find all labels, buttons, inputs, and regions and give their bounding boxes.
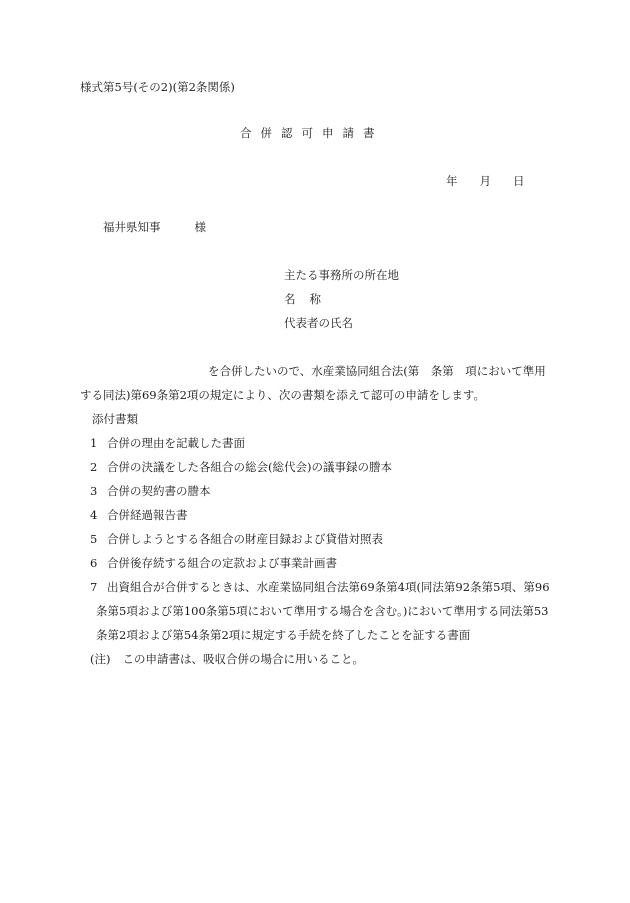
date-year-label: 年 (446, 174, 458, 188)
attachment-number: 2 (90, 460, 98, 474)
attachment-item (90, 534, 383, 546)
attachments-heading: 添付書類 (92, 412, 138, 426)
applicant-representative-label: 代表者の氏名 (284, 316, 353, 330)
attachment-text: 合併経過報告書 (107, 508, 188, 522)
attachment-item (90, 582, 550, 594)
addressee-name: 福井県知事 (103, 220, 161, 234)
date-line (446, 176, 525, 188)
form-number: 様式第5号(その2)(第2条関係) (80, 80, 235, 94)
date-month-label: 月 (479, 174, 491, 188)
attachment-text: 合併の決議をした各組合の総会(総代会)の議事録の謄本 (107, 460, 392, 474)
attachment-number: 7 (90, 580, 98, 594)
body-text-line-1: を合併したいので、水産業協同組合法(第 条第 項において準用 (208, 364, 546, 378)
date-day-label: 日 (513, 174, 525, 188)
attachment-text: 合併の契約書の謄本 (107, 484, 211, 498)
note-text: この申請書は、吸収合併の場合に用いること。 (122, 652, 364, 666)
applicant-office-label: 主たる事務所の所在地 (284, 268, 399, 282)
applicant-name-label: 名称 (284, 292, 335, 306)
addressee-honorific: 様 (194, 220, 206, 234)
document-title: 合併認可申請書 (240, 126, 384, 140)
attachment-item (90, 438, 245, 450)
attachment-number: 5 (90, 532, 98, 546)
attachment-number: 4 (90, 508, 98, 522)
note-label: (注) (90, 652, 111, 666)
body-text-line-2: する同法)第69条第2項の規定により、次の書類を添えて認可の申請をします。 (80, 388, 486, 402)
addressee (103, 222, 206, 234)
attachment-text: 出資組合が合併するときは、水産業協同組合法第69条第4項(同法第92条第5項、第96 (107, 580, 550, 594)
attachment-item (90, 462, 392, 474)
attachment-item (90, 558, 337, 570)
attachment-number: 3 (90, 484, 98, 498)
attachment-number: 6 (90, 556, 98, 570)
attachment-text: 合併の理由を記載した書面 (107, 436, 245, 450)
attachment-item (90, 510, 188, 522)
attachment-item-continuation-1: 条第5項および第100条第5項において準用する場合を含む。)において準用する同法第53 (96, 604, 549, 618)
attachment-text: 合併しようとする各組合の財産目録および貸借対照表 (107, 532, 383, 546)
attachment-text: 合併後存続する組合の定款および事業計画書 (107, 556, 337, 570)
attachment-item-continuation-2: 条第2項および第54条第2項に規定する手続を終了したことを証する書面 (96, 628, 471, 642)
attachment-item (90, 486, 211, 498)
attachment-number: 1 (90, 436, 98, 450)
note (90, 654, 364, 666)
